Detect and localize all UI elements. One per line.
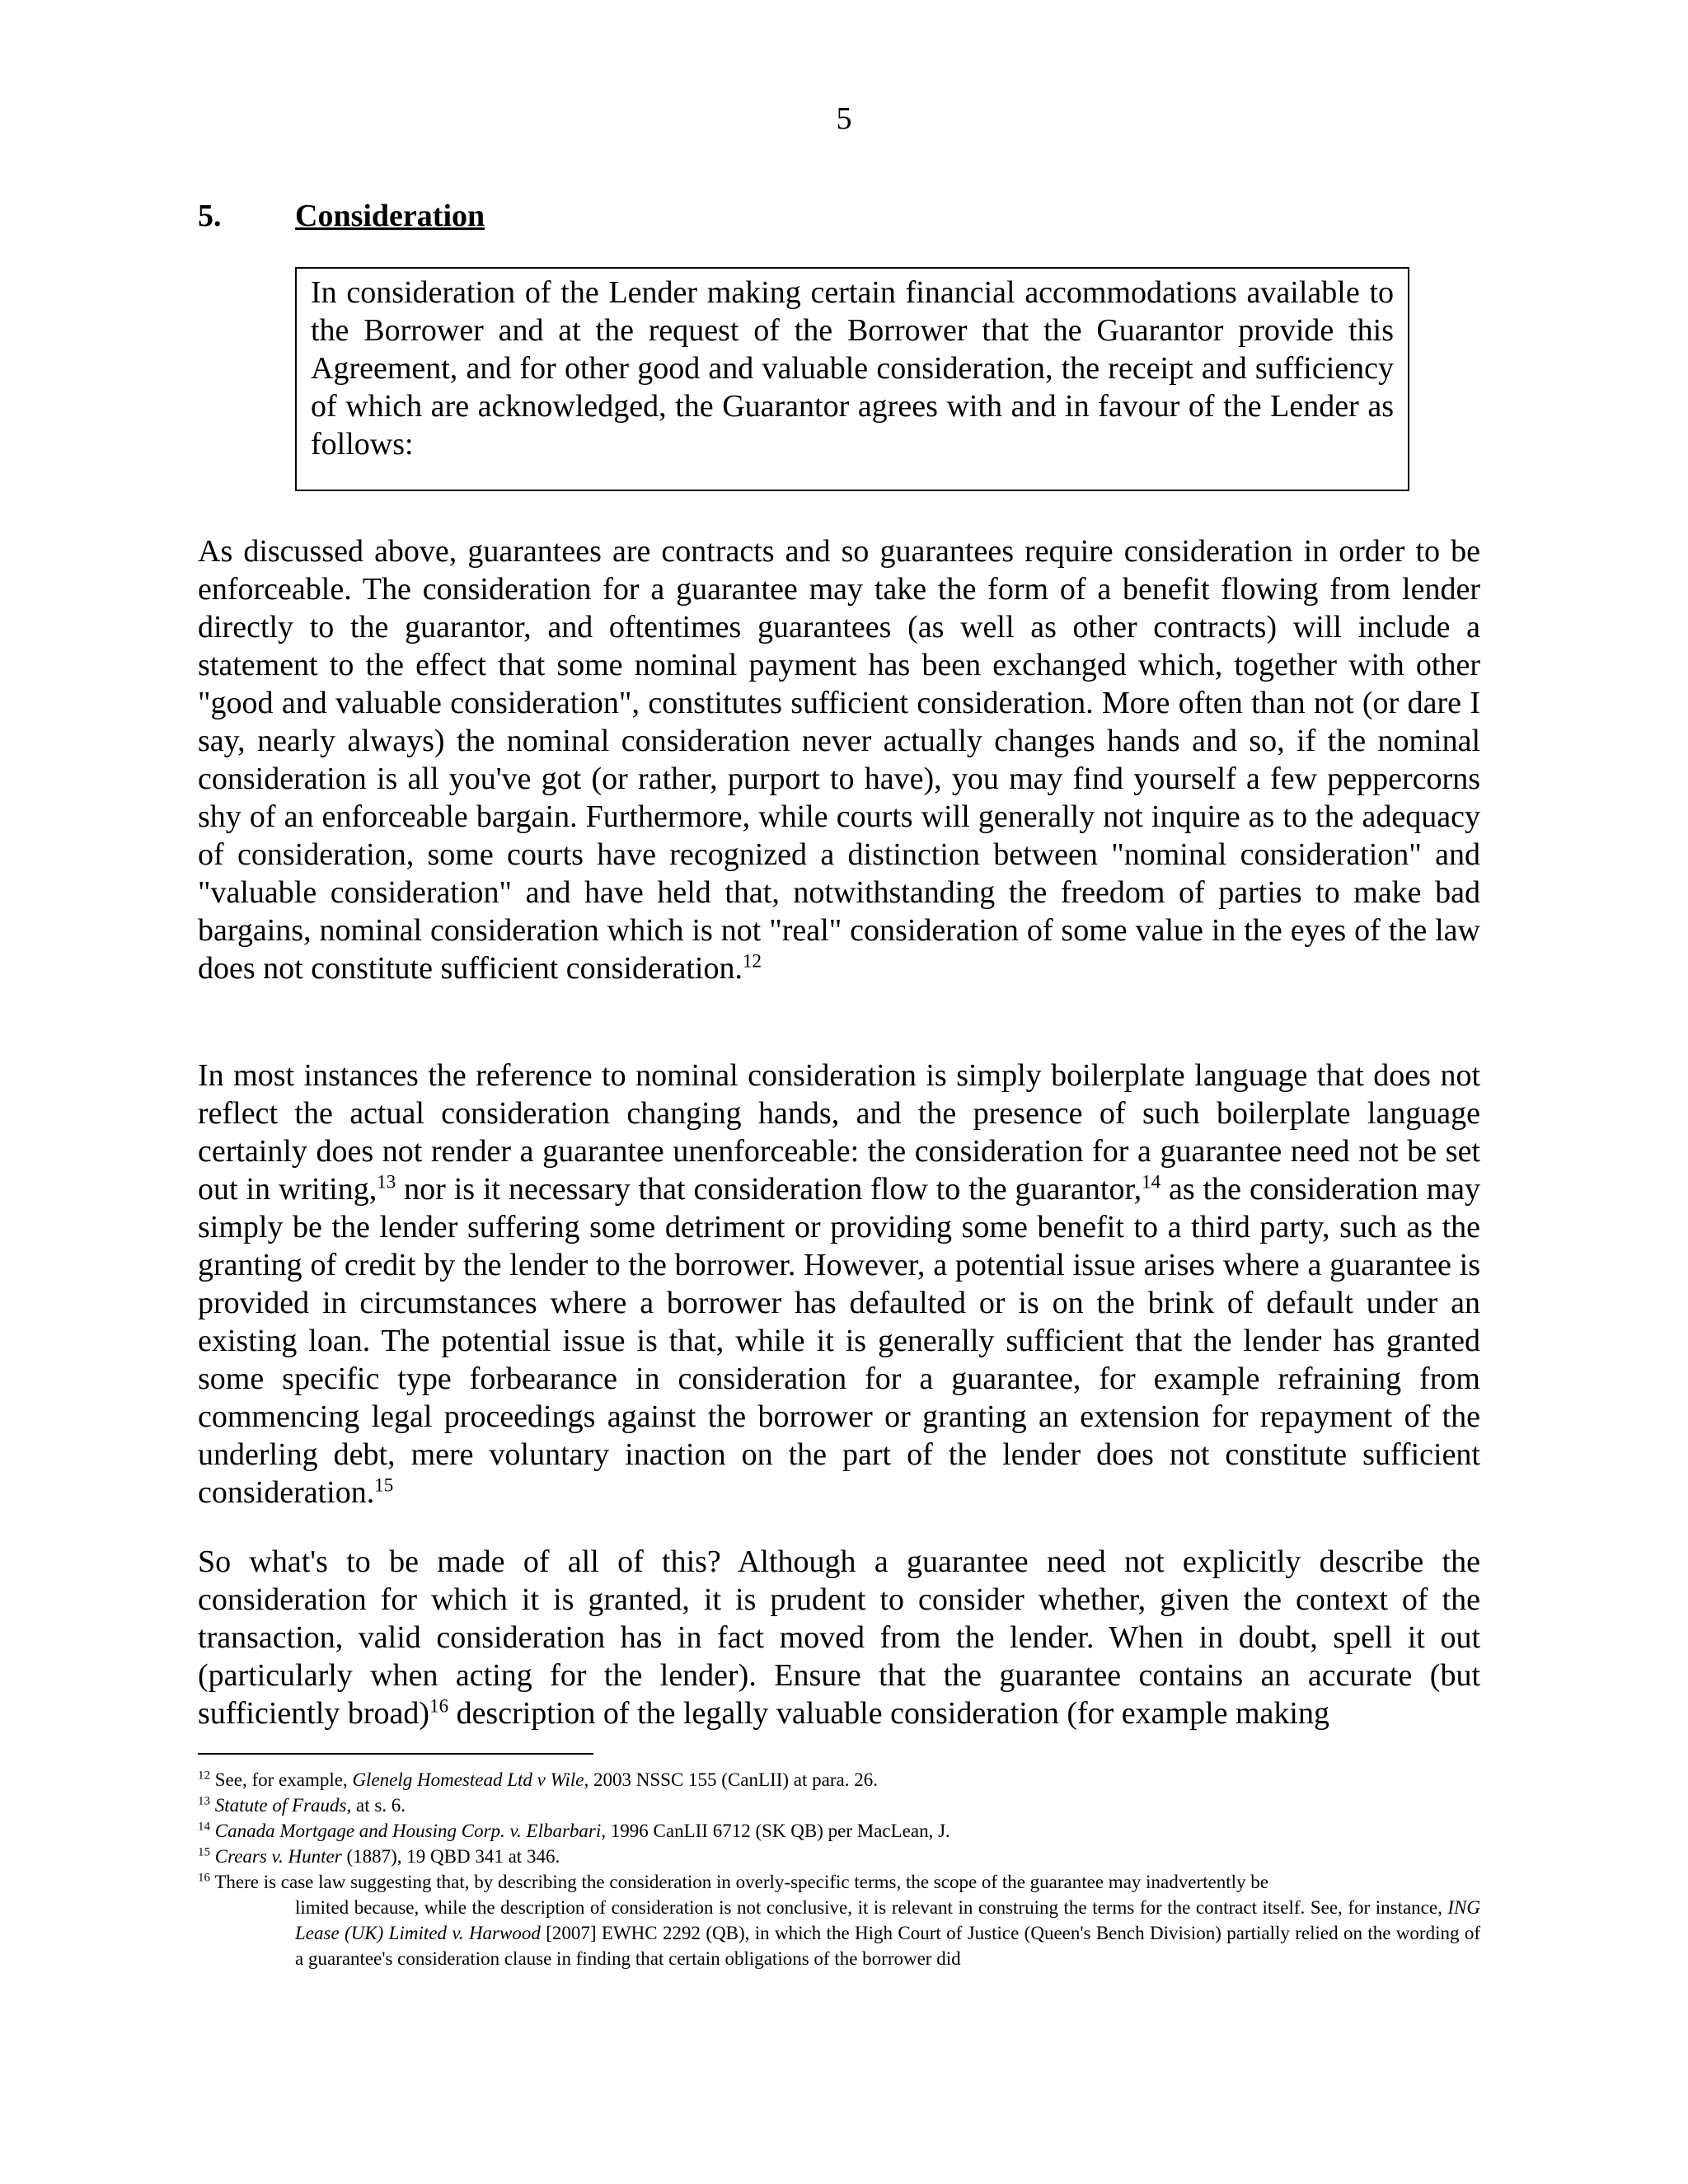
footnote-ref-16[interactable]: 16 (429, 1695, 449, 1717)
section-number: 5. (198, 199, 222, 233)
footnote-13-post: at s. 6. (351, 1795, 406, 1816)
footnote-ref-13[interactable]: 13 (377, 1171, 396, 1193)
section-heading (198, 198, 485, 234)
footnote-14-case: Canada Mortgage and Housing Corp. v. Elbarbari, (214, 1821, 607, 1841)
footnote-16 (198, 1869, 1480, 1971)
paragraph-3 (198, 1543, 1480, 1732)
footnote-16-case: ING Lease (UK) Limited v. Harwood (295, 1897, 1480, 1943)
footnote-16-number: 16 (198, 1871, 210, 1885)
footnote-separator (198, 1753, 593, 1755)
paragraph-2 (198, 1057, 1480, 1511)
footnote-16-line1: There is case law suggesting that, by describing the consideration in overly-specific terms, the scope of the guarantee may inadvertently be (210, 1872, 1268, 1892)
section-title: Consideration (295, 199, 485, 233)
paragraph-1-text: As discussed above, guarantees are contracts and so guarantees require consideration in order to be enforceable. The consideration for a guarantee may take the form of a benefit flowing from lender directly to the guarantor, and oftentimes guarantees (as well as other contracts) will include a statement to the effect that some nominal payment has been exchanged which, together with other "good and valuable consideration", constitutes sufficient consideration. More often than not (or dare I say, nearly always) the nominal consideration never actually changes hands and so, if the nominal consideration is all you've got (or rather, purport to have), you may find yourself a few peppercorns shy of an enforceable bargain. Furthermore, while courts will generally not inquire as to the adequacy of consideration, some courts have recognized a distinction between "nominal consideration" and "valuable consideration" and have held that, notwithstanding the freedom of parties to make bad bargains, nominal consideration which is not "real" consideration of some value in the eyes of the law does not constitute sufficient consideration. (198, 534, 1480, 986)
paragraph-2-text-b: nor is it necessary that consideration flow to the guarantor, (396, 1172, 1142, 1207)
paragraph-2-text-a: In most instances the reference to nominal consideration is simply boilerplate language that does not reflect the actual consideration changing hands, and the presence of such boilerplate language certainly does not render a guarantee unenforceable: the consideration for a guarantee need not be set out in writing, (198, 1058, 1480, 1207)
paragraph-2-text-c: as the consideration may simply be the lender suffering some detriment or providing some benefit to a third party, such as the granting of credit by the lender to the borrower. However, a potential issue arises where a guarantee is provided in circumstances where a borrower has defaulted or is on the brink of default under an existing loan. The potential issue is that, while it is generally sufficient that the lender has granted some specific type forbearance in consideration for a guarantee, for example refraining from commencing legal proceedings against the borrower or granting an extension for repayment of the underling debt, mere voluntary inaction on the part of the lender does not constitute sufficient consideration. (198, 1172, 1480, 1510)
footnote-14-number: 14 (198, 1820, 210, 1834)
footnote-12-case: Glenelg Homestead Ltd v Wile, (352, 1769, 589, 1790)
footnote-ref-15[interactable]: 15 (374, 1474, 394, 1496)
page-number: 5 (836, 101, 852, 136)
footnote-13-case: Statute of Frauds, (214, 1795, 352, 1816)
footnote-16-cont-a: limited because, while the description of consideration is not conclusive, it is relevant in construing the terms for the contract itself. See, for instance, (295, 1897, 1448, 1918)
footnote-15-case: Crears v. Hunter (214, 1846, 342, 1867)
footnote-12 (198, 1767, 1480, 1793)
footnote-15-number: 15 (198, 1845, 210, 1859)
paragraph-3-text-b: description of the legally valuable consideration (for example making (448, 1696, 1329, 1731)
footnote-12-pre: See, for example, (210, 1769, 353, 1790)
footnote-14 (198, 1818, 1480, 1844)
footnote-12-post: 2003 NSSC 155 (CanLII) at para. 26. (588, 1769, 878, 1790)
paragraph-1 (198, 532, 1480, 987)
paragraph-3-text-a: So what's to be made of all of this? Although a guarantee need not explicitly describe the consideration for which it is granted, it is prudent to consider whether, given the context of the transaction, valid consideration has in fact moved from the lender. When in doubt, spell it out (particularly when acting for the lender). Ensure that the guarantee contains an accurate (but sufficiently broad) (198, 1544, 1480, 1731)
footnote-14-post: 1996 CanLII 6712 (SK QB) per MacLean, J. (606, 1821, 950, 1841)
footnote-ref-14[interactable]: 14 (1142, 1171, 1161, 1193)
footnote-16-continuation (198, 1895, 1480, 1971)
footnote-13 (198, 1793, 1480, 1818)
footnote-13-number: 13 (198, 1794, 210, 1808)
footnote-16-cont-b: [2007] EWHC 2292 (QB), in which the High Court of Justice (Queen's Bench Division) partially relied on the wording of a guarantee's consideration clause in finding that certain obligations of the borrower did (295, 1923, 1480, 1969)
clause-text: In consideration of the Lender making certain financial accommodations available to the Borrower and at the request of the Borrower that the Guarantor provide this Agreement, and for other good and valuable consideration, the receipt and sufficiency of which are acknowledged, the Guarantor agrees with and in favour of the Lender as follows: (311, 275, 1394, 462)
footnote-ref-12[interactable]: 12 (743, 950, 762, 972)
consideration-clause-box (295, 267, 1409, 491)
footnote-15 (198, 1844, 1480, 1869)
footnote-12-number: 12 (198, 1769, 210, 1783)
footnotes (198, 1767, 1480, 1971)
footnote-15-post: (1887), 19 QBD 341 at 346. (341, 1846, 560, 1867)
